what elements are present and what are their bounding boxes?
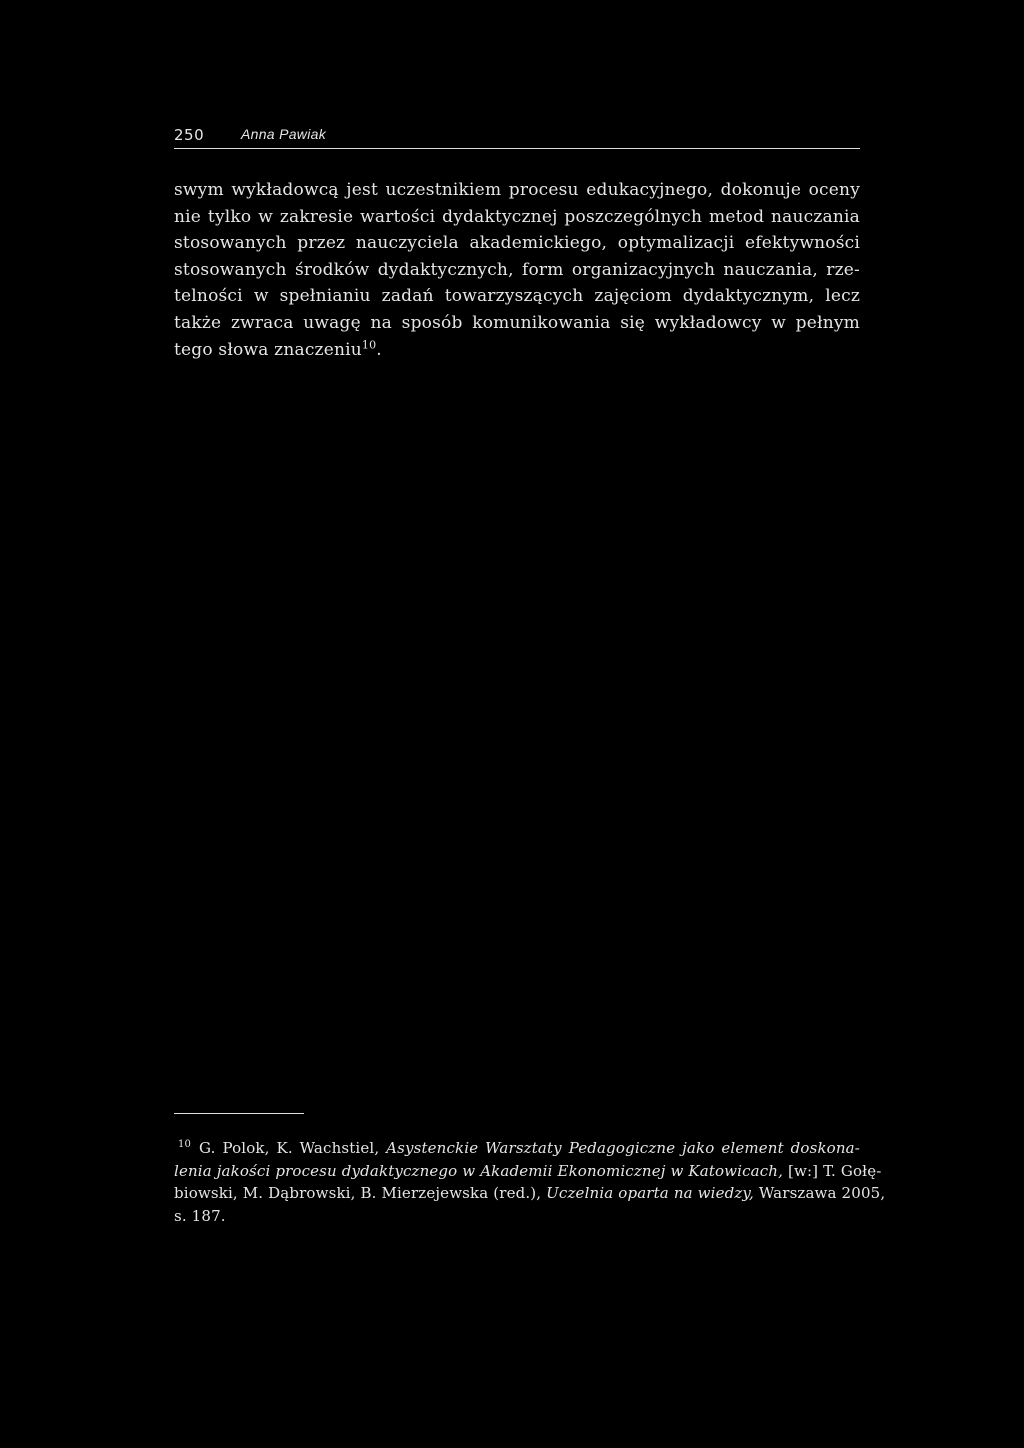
body-line: stosowanych przez nauczyciela akademickiego, optymalizacji efektywności — [174, 233, 860, 254]
body-line-text: tego słowa znaczeniu — [174, 339, 362, 360]
footnote-title-cont: lenia jakości procesu dydaktycznego w Akademii Ekonomicznej w Katowicach, — [174, 1161, 784, 1180]
running-head-author: Anna Pawiak — [241, 126, 327, 142]
footnote-text: Warszawa 2005, — [753, 1184, 886, 1203]
body-line-last — [174, 337, 860, 364]
footnote-text: biowski, M. Dąbrowski, B. Mierzejewska (red.), — [174, 1184, 547, 1203]
body-line-end: . — [376, 339, 382, 360]
body-line: swym wykładowcą jest uczestnikiem procesu edukacyjnego, dokonuje oceny — [174, 180, 860, 200]
body-line: nie tylko w zakresie wartości dydaktycznej poszczególnych metod nauczania — [174, 206, 860, 227]
footnote-text: [w:] T. Gołę- — [783, 1161, 882, 1180]
page-header — [174, 124, 860, 148]
header-rule — [174, 148, 860, 149]
footnote-authors: G. Polok, K. Wachstiel, — [199, 1139, 387, 1157]
footnote-reference[interactable]: 10 — [361, 337, 377, 351]
body-line: stosowanych środków dydaktycznych, form organizacyjnych nauczania, rze- — [174, 259, 860, 280]
footnote-rule — [174, 1113, 304, 1114]
footnote-number: 10 — [178, 1139, 192, 1150]
body-line: telności w spełnianiu zadań towarzyszących zajęciom dydaktycznym, lecz — [174, 286, 860, 307]
footnote — [174, 1137, 886, 1227]
page-number: 250 — [174, 126, 205, 144]
footnote-line — [174, 1182, 886, 1205]
body-line: także zwraca uwagę na sposób komunikowania się wykładowcy w pełnym — [174, 312, 860, 333]
footnote-line-last: s. 187. — [174, 1206, 226, 1225]
footnote-book-title: Uczelnia oparta na wiedzy, — [546, 1184, 754, 1203]
footnote-title: Asystenckie Warsztaty Pedagogiczne jako element doskona- — [386, 1139, 860, 1157]
footnote-line — [174, 1160, 882, 1183]
body-paragraph — [174, 177, 860, 363]
footnote-line — [174, 1137, 860, 1160]
